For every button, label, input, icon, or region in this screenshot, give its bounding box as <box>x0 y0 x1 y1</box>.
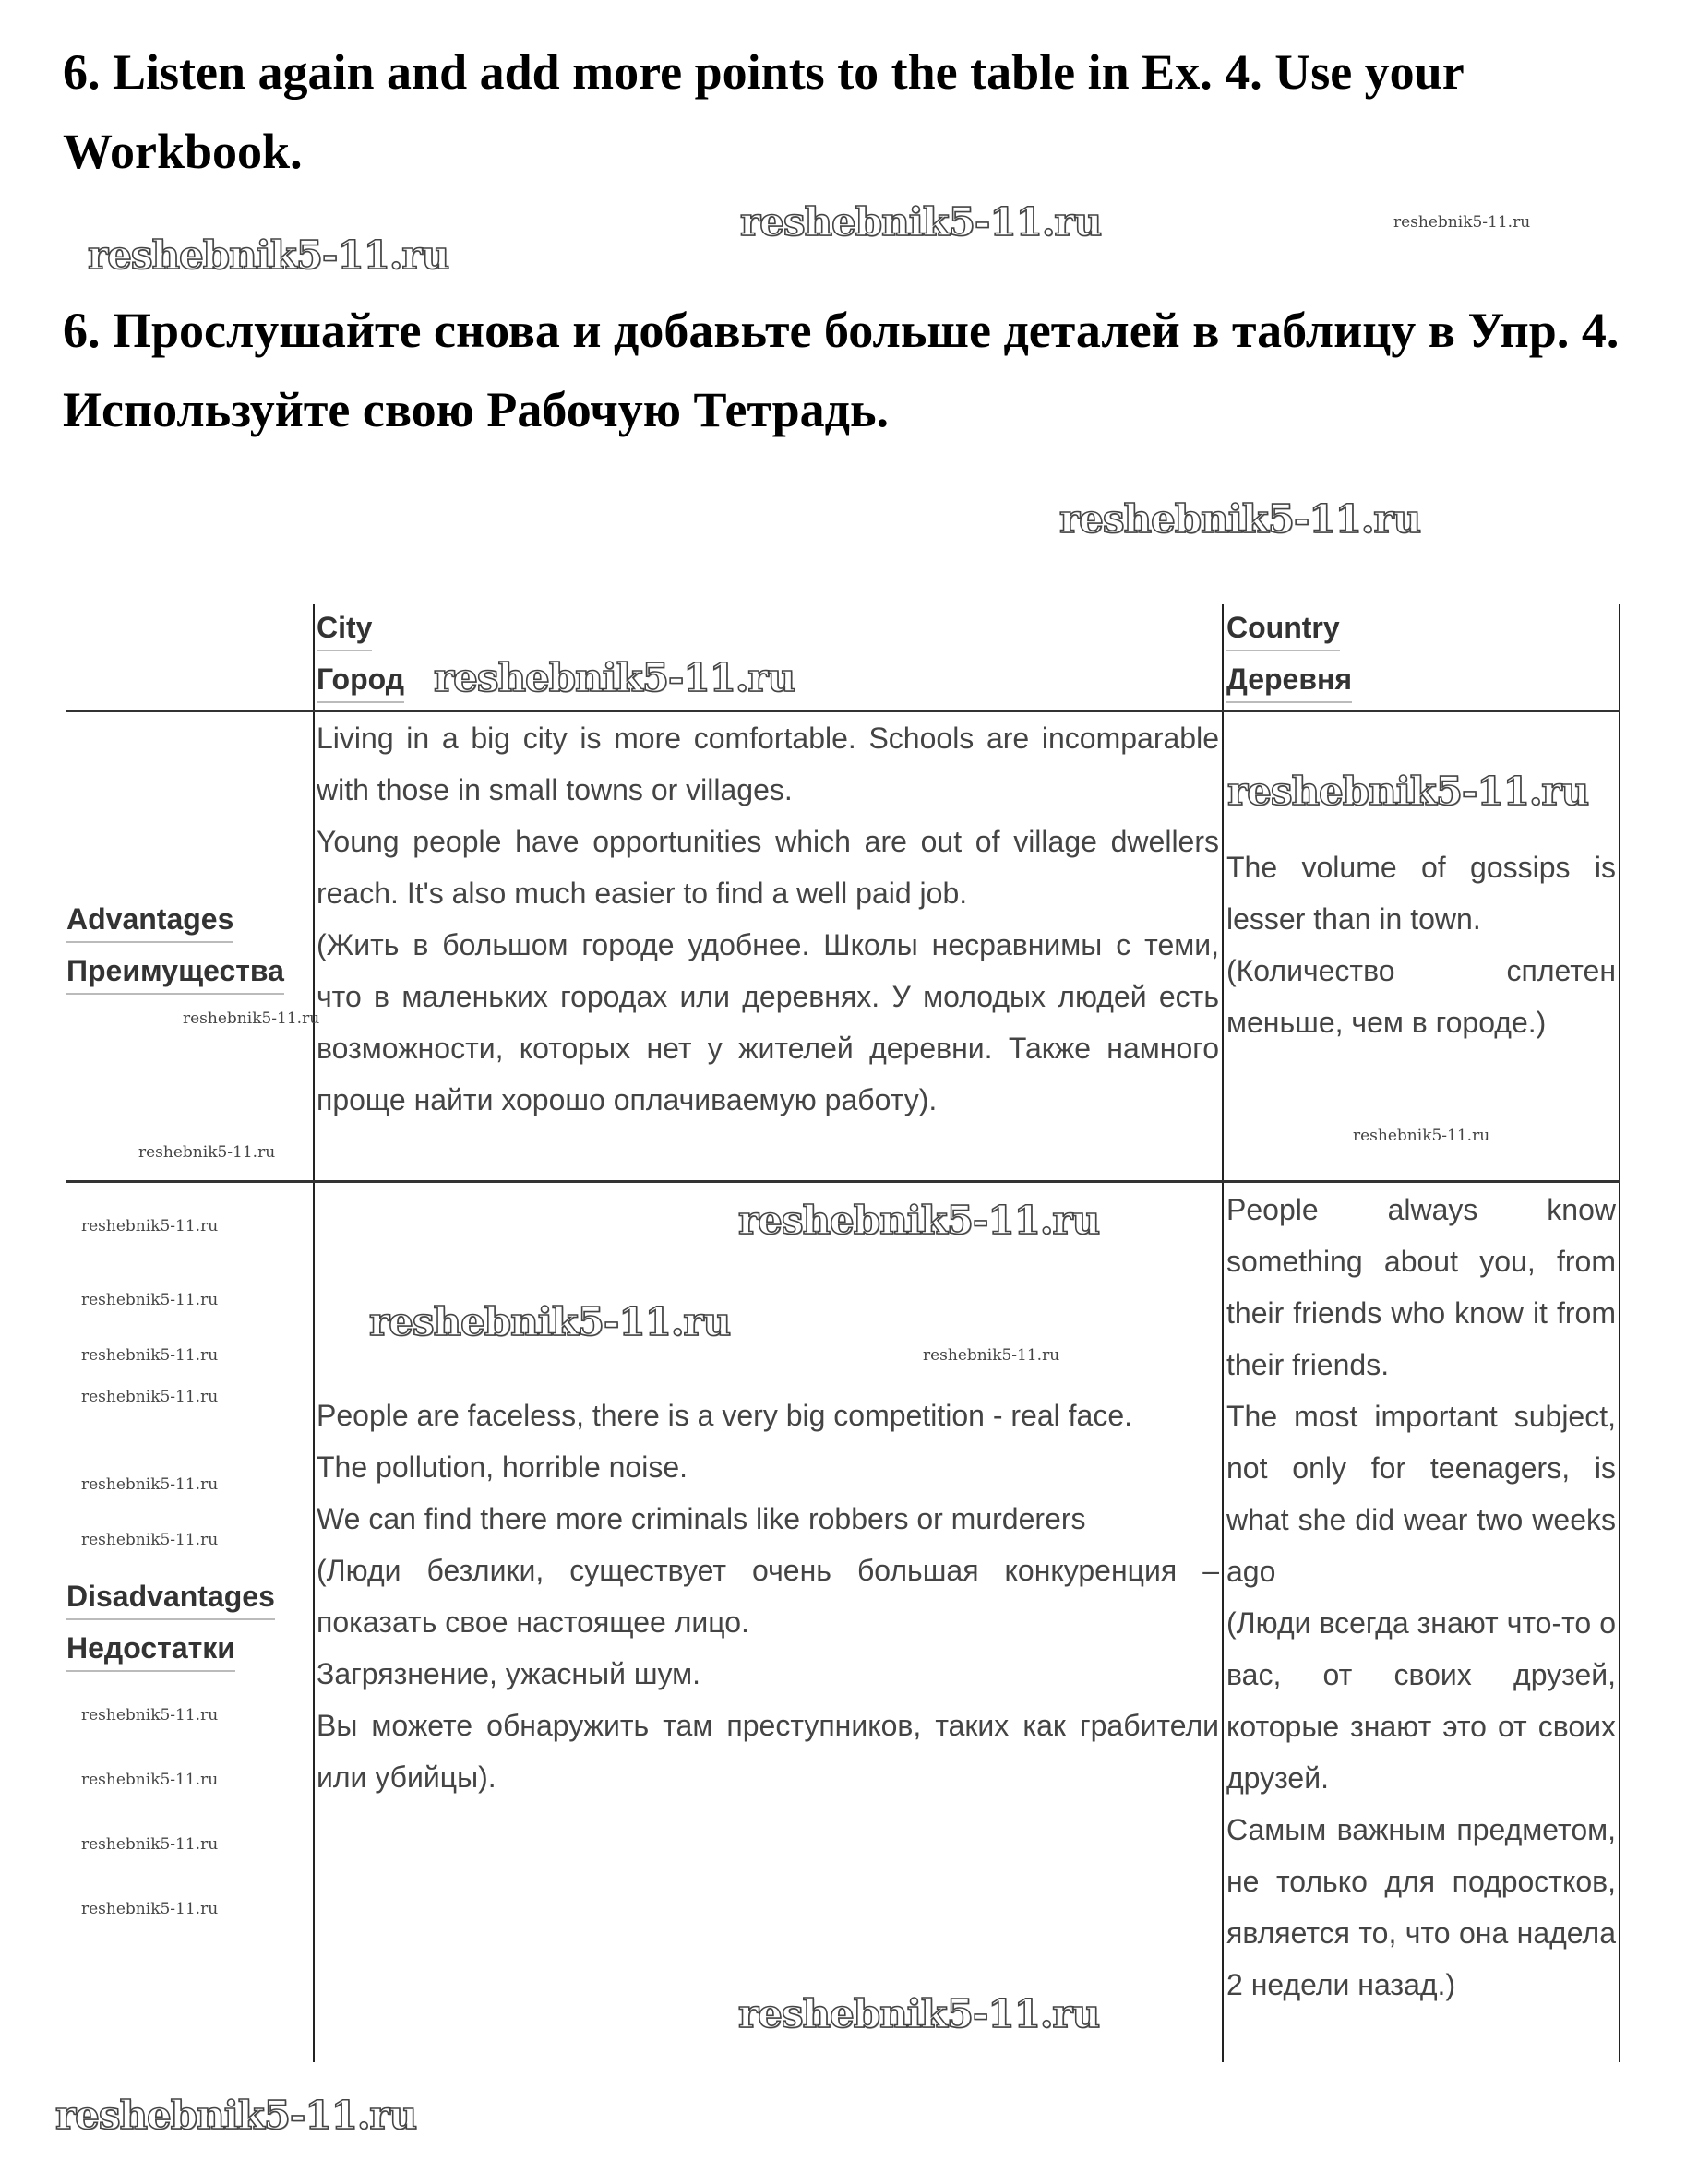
column-header-country-en: Country <box>1226 605 1340 651</box>
watermark: reshebnik5-11.ru <box>1393 213 1531 232</box>
row-header-advantages-en: Advantages <box>66 897 233 943</box>
cell-country-advantages <box>1226 841 1616 1048</box>
column-header-city <box>317 602 404 705</box>
cell-paragraph: The pollution, horrible noise. <box>317 1450 688 1484</box>
watermark: reshebnik5-11.ru <box>81 1835 219 1854</box>
cell-paragraph: We can find there more criminals like robbers or murderers <box>317 1502 1086 1535</box>
watermark: reshebnik5-11.ru <box>81 1475 219 1494</box>
task-title-ru: 6. Прослушайте снова и добавьте больше деталей в таблицу в Упр. 4. Используйте свою Рабочую Тетрадь. <box>63 303 1620 437</box>
watermark: reshebnik5-11.ru <box>81 1346 219 1365</box>
watermark: reshebnik5-11.ru <box>81 1217 219 1235</box>
watermark: reshebnik5-11.ru <box>138 1143 276 1162</box>
cell-paragraph: Вы можете обнаружить там преступников, таких как грабители или убийцы). <box>317 1709 1219 1794</box>
watermark: reshebnik5-11.ru <box>81 1900 219 1918</box>
watermark: reshebnik5-11.ru <box>183 1009 320 1028</box>
watermark: reshebnik5-11.ru <box>81 1388 219 1406</box>
row-header-advantages <box>66 893 284 997</box>
column-header-city-en: City <box>317 605 372 651</box>
watermark: reshebnik5-11.ru <box>434 655 795 700</box>
watermark: reshebnik5-11.ru <box>81 1531 219 1549</box>
row-header-advantages-ru: Преимущества <box>66 949 284 995</box>
cell-paragraph: People always know something about you, from their friends who know it from their friends. <box>1226 1193 1616 1381</box>
watermark: reshebnik5-11.ru <box>923 1346 1060 1365</box>
column-divider <box>1619 604 1620 2062</box>
cell-paragraph: (Жить в большом городе удобнее. Школы несравнимы с теми, что в маленьких городах или деревнях. У молодых людей есть возможности, которых нет у жителей деревни. Также намного проще найти хорошо оплачиваемую работу). <box>317 928 1219 1116</box>
column-divider <box>1222 604 1224 2062</box>
watermark: reshebnik5-11.ru <box>81 1291 219 1309</box>
cell-paragraph: Living in a big city is more comfortable. Schools are incomparable with those in small towns or villages. <box>317 722 1219 806</box>
watermark: reshebnik5-11.ru <box>55 2093 417 2138</box>
cell-paragraph: The most important subject, not only for teenagers, is what she did wear two weeks ago <box>1226 1400 1616 1588</box>
watermark: reshebnik5-11.ru <box>1227 769 1589 814</box>
cell-paragraph: (Количество сплетен меньше, чем в городе.) <box>1226 954 1616 1039</box>
cell-paragraph: People are faceless, there is a very big competition - real face. <box>317 1399 1132 1432</box>
cell-paragraph: (Люди безлики, существует очень большая конкуренция – показать свое настоящее лицо. <box>317 1554 1219 1639</box>
watermark: reshebnik5-11.ru <box>88 233 449 278</box>
watermark: reshebnik5-11.ru <box>740 199 1102 245</box>
watermark: reshebnik5-11.ru <box>1353 1127 1490 1145</box>
watermark: reshebnik5-11.ru <box>738 1198 1100 1243</box>
column-header-city-ru: Город <box>317 657 404 703</box>
column-divider <box>313 604 315 2062</box>
watermark: reshebnik5-11.ru <box>369 1299 731 1344</box>
watermark: reshebnik5-11.ru <box>1059 496 1421 542</box>
cell-city-disadvantages <box>317 1390 1219 1803</box>
cell-city-advantages <box>317 712 1219 1126</box>
watermark: reshebnik5-11.ru <box>81 1771 219 1789</box>
row-divider <box>66 1180 1620 1183</box>
cell-paragraph: Young people have opportunities which are out of village dwellers reach. It's also much easier to find a well paid job. <box>317 825 1219 910</box>
row-header-disadvantages <box>66 1570 275 1674</box>
row-header-disadvantages-ru: Недостатки <box>66 1626 235 1672</box>
row-header-disadvantages-en: Disadvantages <box>66 1574 275 1620</box>
cell-paragraph: (Люди всегда знают что-то о вас, от своих друзей, которые знают это от своих друзей. <box>1226 1606 1616 1795</box>
watermark: reshebnik5-11.ru <box>738 1991 1100 2036</box>
cell-paragraph: The volume of gossips is lesser than in town. <box>1226 851 1616 936</box>
cell-paragraph: Загрязнение, ужасный шум. <box>317 1657 701 1690</box>
task-title-en: 6. Listen again and add more points to the table in Ex. 4. Use your Workbook. <box>63 44 1464 179</box>
watermark: reshebnik5-11.ru <box>81 1706 219 1725</box>
cell-paragraph: Самым важным предметом, не только для подростков, является то, что она надела 2 недели назад.) <box>1226 1813 1616 2001</box>
cell-country-disadvantages <box>1226 1184 1616 2011</box>
column-header-country-ru: Деревня <box>1226 657 1352 703</box>
column-header-country <box>1226 602 1352 705</box>
